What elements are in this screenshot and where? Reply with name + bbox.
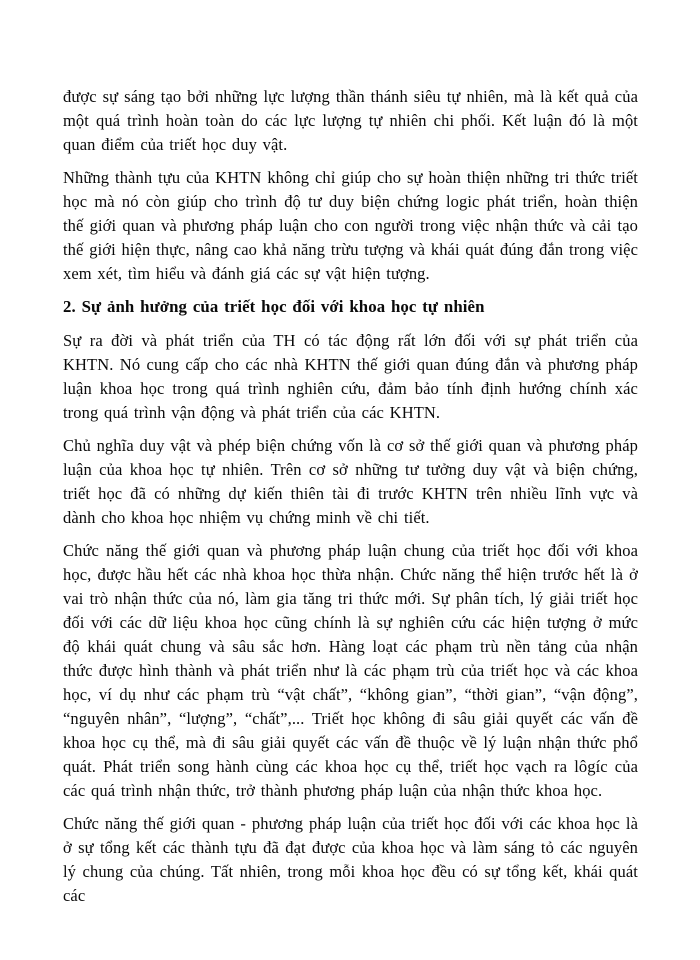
paragraph-3: Sự ra đời và phát triển của TH có tác động rất lớn đối với sự phát triển của KHTN. Nó cung cấp cho các nhà KHTN thế giới quan đúng đắn và phương pháp luận khoa học trong quá trình nghiên cứu, đảm bảo tính định hướng chính xác trong quá trình vận động và phát triển của các KHTN. [63, 331, 638, 422]
section-heading: 2. Sự ảnh hưởng của triết học đối với khoa học tự nhiên [63, 297, 485, 316]
paragraph-1: được sự sáng tạo bởi những lực lượng thần thánh siêu tự nhiên, mà là kết quả của một quá trình hoàn toàn do các lực lượng tự nhiên chi phối. Kết luận đó là một quan điểm của triết học duy vật. [63, 87, 638, 154]
paragraph-5: Chức năng thế giới quan và phương pháp luận chung của triết học đối với khoa học, được hầu hết các nhà khoa học thừa nhận. Chức năng thể hiện trước hết là ở vai trò nhận thức của nó, làm gia tăng tri thức mới. Sự phân tích, lý giải triết học đối với các dữ liệu khoa học cũng chính là sự nghiên cứu các hiện tượng ở mức độ khái quát chung và sâu sắc hơn. Hàng loạt các phạm trù nền tảng của nhận thức được hình thành và phát triển như là các phạm trù của triết học và các khoa học, ví dụ như các phạm trù “vật chất”, “không gian”, “thời gian”, “vận động”, “nguyên nhân”, “lượng”, “chất”,... Triết học không đi sâu giải quyết các vấn đề khoa học cụ thể, mà đi sâu giải quyết các vấn đề thuộc về lý luận nhận thức phổ quát. Phát triển song hành cùng các khoa học cụ thể, triết học vạch ra lôgíc của các quá trình nhận thức, trở thành phương pháp luận của nhận thức khoa học. [63, 541, 638, 800]
paragraph-4: Chủ nghĩa duy vật và phép biện chứng vốn là cơ sở thế giới quan và phương pháp luận của khoa học tự nhiên. Trên cơ sở những tư tưởng duy vật và biện chứng, triết học đã có những dự kiến thiên tài đi trước KHTN trên nhiều lĩnh vực và dành cho khoa học nhiệm vụ chứng minh về chi tiết. [63, 436, 638, 527]
paragraph-2: Những thành tựu của KHTN không chỉ giúp cho sự hoàn thiện những tri thức triết học mà nó còn giúp cho trình độ tư duy biện chứng logic phát triển, hoàn thiện thế giới quan và phương pháp luận cho con người trong việc nhận thức và cải tạo thế giới hiện thực, nâng cao khả năng trừu tượng và khái quát đúng đắn trong việc xem xét, tìm hiểu và đánh giá các sự vật hiện tượng. [63, 168, 638, 283]
document-text-body [63, 85, 638, 908]
paragraph-6: Chức năng thế giới quan - phương pháp luận của triết học đối với các khoa học là ở sự tổng kết các thành tựu đã đạt được của khoa học và làm sáng tỏ các nguyên lý chung của chúng. Tất nhiên, trong mỗi khoa học đều có sự tổng kết, khái quát các [63, 814, 638, 905]
